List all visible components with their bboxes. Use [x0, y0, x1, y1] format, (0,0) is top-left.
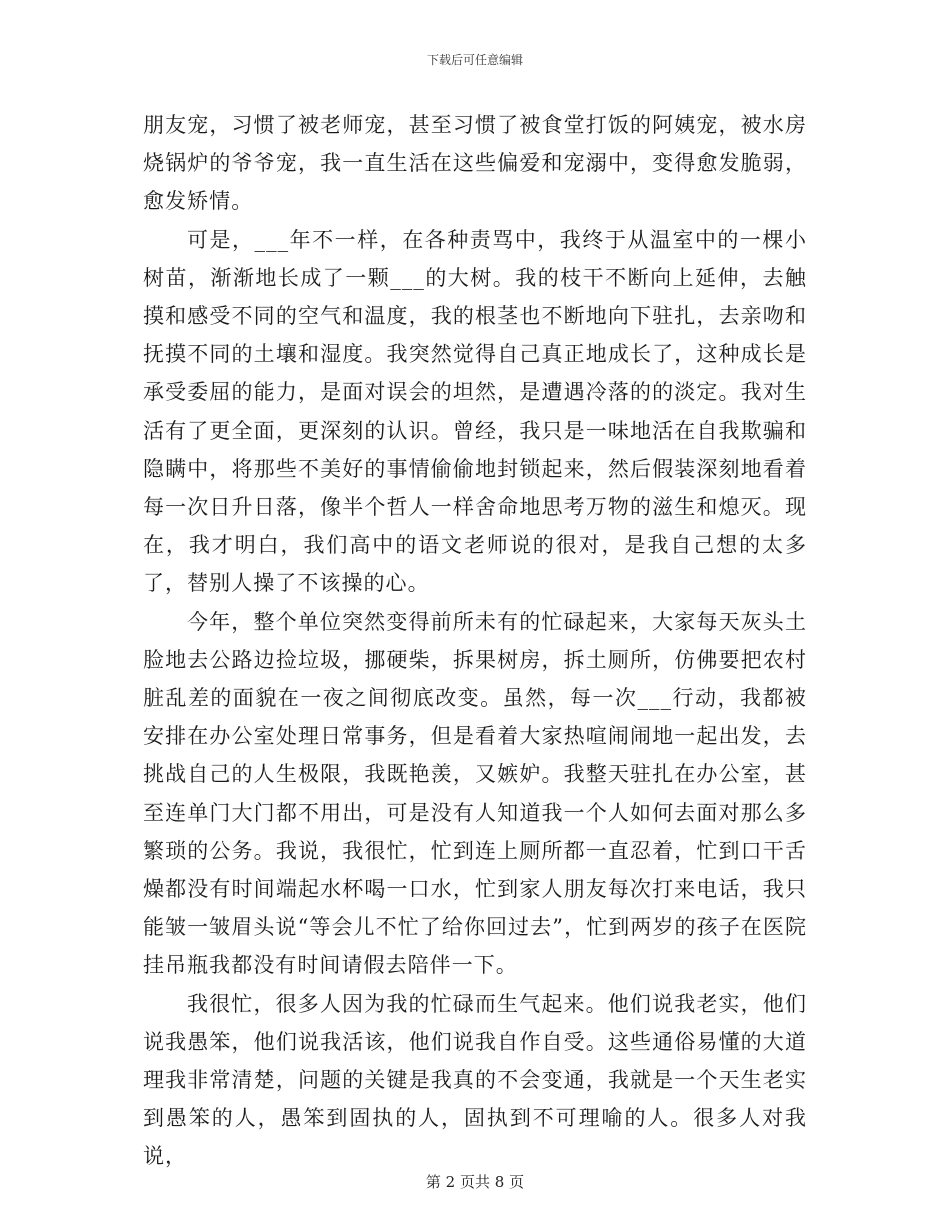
- page-footer-page-number: 第 2 页共 8 页: [425, 1173, 525, 1191]
- body-paragraph-1: 朋友宠，习惯了被老师宠，甚至习惯了被食堂打饭的阿姨宠，被水房烧锅炉的爷爷宠，我一直生活在这些偏爱和宠溺中，变得愈发脆弱，愈发矫情。: [143, 113, 807, 214]
- body-paragraph-4: 我很忙，很多人因为我的忙碌而生气起来。他们说我老实，他们说我愚笨，他们说我活该，他们说我自作自受。这些通俗易懂的大道理我非常清楚，问题的关键是我真的不会变通，我就是一个天生老实到愚笨的人，愚笨到固执的人，固执到不可理喻的人。很多人对我说，: [143, 991, 807, 1169]
- document-body: [143, 106, 807, 1176]
- page-header: 下载后可任意编辑: [426, 53, 523, 67]
- body-paragraph-2: 可是，___年不一样，在各种责骂中，我终于从温室中的一棵小树苗，渐渐地长成了一颗___的大树。我的枝干不断向上延伸，去触摸和感受不同的空气和温度，我的根茎也不断地向下驻扎，去亲吻和抚摸不同的土壤和湿度。我突然觉得自己真正地成长了，这种成长是承受委屈的能力，是面对误会的坦然，是遭遇冷落的的淡定。我对生活有了更全面，更深刻的认识。曾经，我只是一味地活在自我欺骗和隐瞒中，将那些不美好的事情偷偷地封锁起来，然后假装深刻地看着每一次日升日落，像半个哲人一样舍命地思考万物的滋生和熄灭。现在，我才明白，我们高中的语文老师说的很对，是我自己想的太多了，替别人操了不该操的心。: [143, 227, 807, 596]
- body-paragraph-3: 今年，整个单位突然变得前所未有的忙碌起来，大家每天灰头土脸地去公路边捡垃圾，挪硬柴，拆果树房，拆土厕所，仿佛要把农村脏乱差的面貌在一夜之间彻底改变。虽然，每一次___行动，我都被安排在办公室处理日常事务，但是看着大家热喧闹闹地一起出发，去挑战自己的人生极限，我既艳羡，又嫉妒。我整天驻扎在办公室，甚至连单门大门都不用出，可是没有人知道我一个人如何去面对那么多繁琐的公务。我说，我很忙，忙到连上厕所都一直忍着，忙到口干舌燥都没有时间端起水杯喝一口水，忙到家人朋友每次打来电话，我只能皱一皱眉头说“等会儿不忙了给你回过去”，忙到两岁的孩子在医院挂吊瓶我都没有时间请假去陪伴一下。: [143, 609, 807, 978]
